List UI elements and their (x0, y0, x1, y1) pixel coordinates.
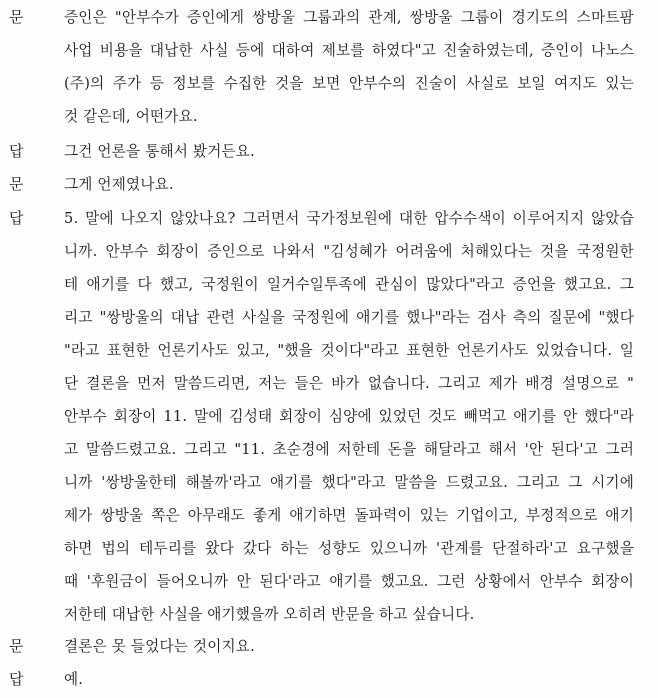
question-label: 문 (9, 175, 24, 193)
text-line: 것 같은데, 어떤가요. (64, 108, 198, 125)
text-line: 리고 "쌍방울의 대납 관련 사실을 국정원에 애기를 했나"라는 검사 측의 질문에 "했다 (64, 309, 634, 326)
answer-label: 답 (9, 670, 24, 688)
text-line: 안부수 회장이 11. 말에 김성태 회장이 심양에 있었던 것도 빼먹고 애기를 안 했다"라 (64, 408, 634, 425)
text-line: 때 '후원금이 들어오니까 안 된다'라고 애기를 했고요. 그런 상황에서 안부수 회장이 (64, 573, 634, 590)
text-line: 5. 말에 나오지 않았나요? 그러면서 국가정보원에 대한 압수수색이 이루어지지 않았습 (64, 210, 634, 227)
text-line: "라고 표현한 언론기사도 있고, "했을 것이다"라고 표현한 언론기사도 있었습니다. 일 (64, 342, 634, 359)
text-line: 저한테 대납한 사실을 애기했을까 오히려 반문을 하고 싶습니다. (64, 606, 475, 623)
text-line: 증인은 "안부수가 증인에게 쌍방울 그룹과의 관계, 쌍방울 그룹이 경기도의 스마트팜 (64, 9, 634, 26)
question-label: 문 (9, 637, 24, 655)
question-label: 문 (9, 8, 24, 26)
text-line: 단 결론을 먼저 말씀드리면, 저는 들은 바가 없습니다. 그리고 제가 배경 설명으로 " (64, 375, 634, 392)
text-line: 하면 법의 테두리를 왔다 갔다 하는 성향도 있으니까 '관계를 단절하라'고 요구했을 (64, 540, 634, 557)
text-line: 니까. 안부수 회장이 증인으로 나와서 "김성혜가 어려움에 처해있다는 것을 국정원한 (64, 243, 634, 260)
entry-text (64, 630, 634, 663)
text-line: 사업 비용을 대납한 사실 등에 대하여 제보를 하였다"고 진술하였는데, 증인이 나노스 (64, 42, 634, 59)
entry-text (64, 663, 634, 696)
text-line: 니까 '쌍방울한테 해볼까'라고 애기를 했다"라고 말씀을 드렸고요. 그리고 그 시기에 (64, 474, 634, 491)
entry-text (64, 135, 634, 168)
entry-text (64, 1, 634, 133)
answer-label: 답 (9, 209, 24, 227)
answer-label: 답 (9, 142, 24, 160)
entry-text (64, 168, 634, 201)
text-line: 그건 언론을 통해서 봤거든요. (64, 143, 255, 160)
text-line: 제가 쌍방울 쪽은 아무래도 좋게 애기하면 돌파력이 있는 기업이고, 부정적으로 애기 (64, 507, 634, 524)
text-line: 결론은 못 들었다는 것이지요. (64, 638, 255, 655)
text-line: 예. (64, 671, 84, 688)
text-line: (주)의 주가 등 정보를 수집한 것을 보면 안부수의 진술이 사실로 보일 여지도 있는 (64, 75, 634, 92)
text-line: 고 말씀드렸고요. 그리고 "11. 초순경에 저한테 돈을 해달라고 해서 '안 된다'고 그러 (64, 441, 634, 458)
entry-text (64, 202, 634, 631)
text-line: 그게 언제였나요. (64, 176, 174, 193)
text-line: 테 애기를 다 했고, 국정원이 일거수일투족에 관심이 많았다"라고 증언을 했고요. 그 (64, 276, 634, 293)
